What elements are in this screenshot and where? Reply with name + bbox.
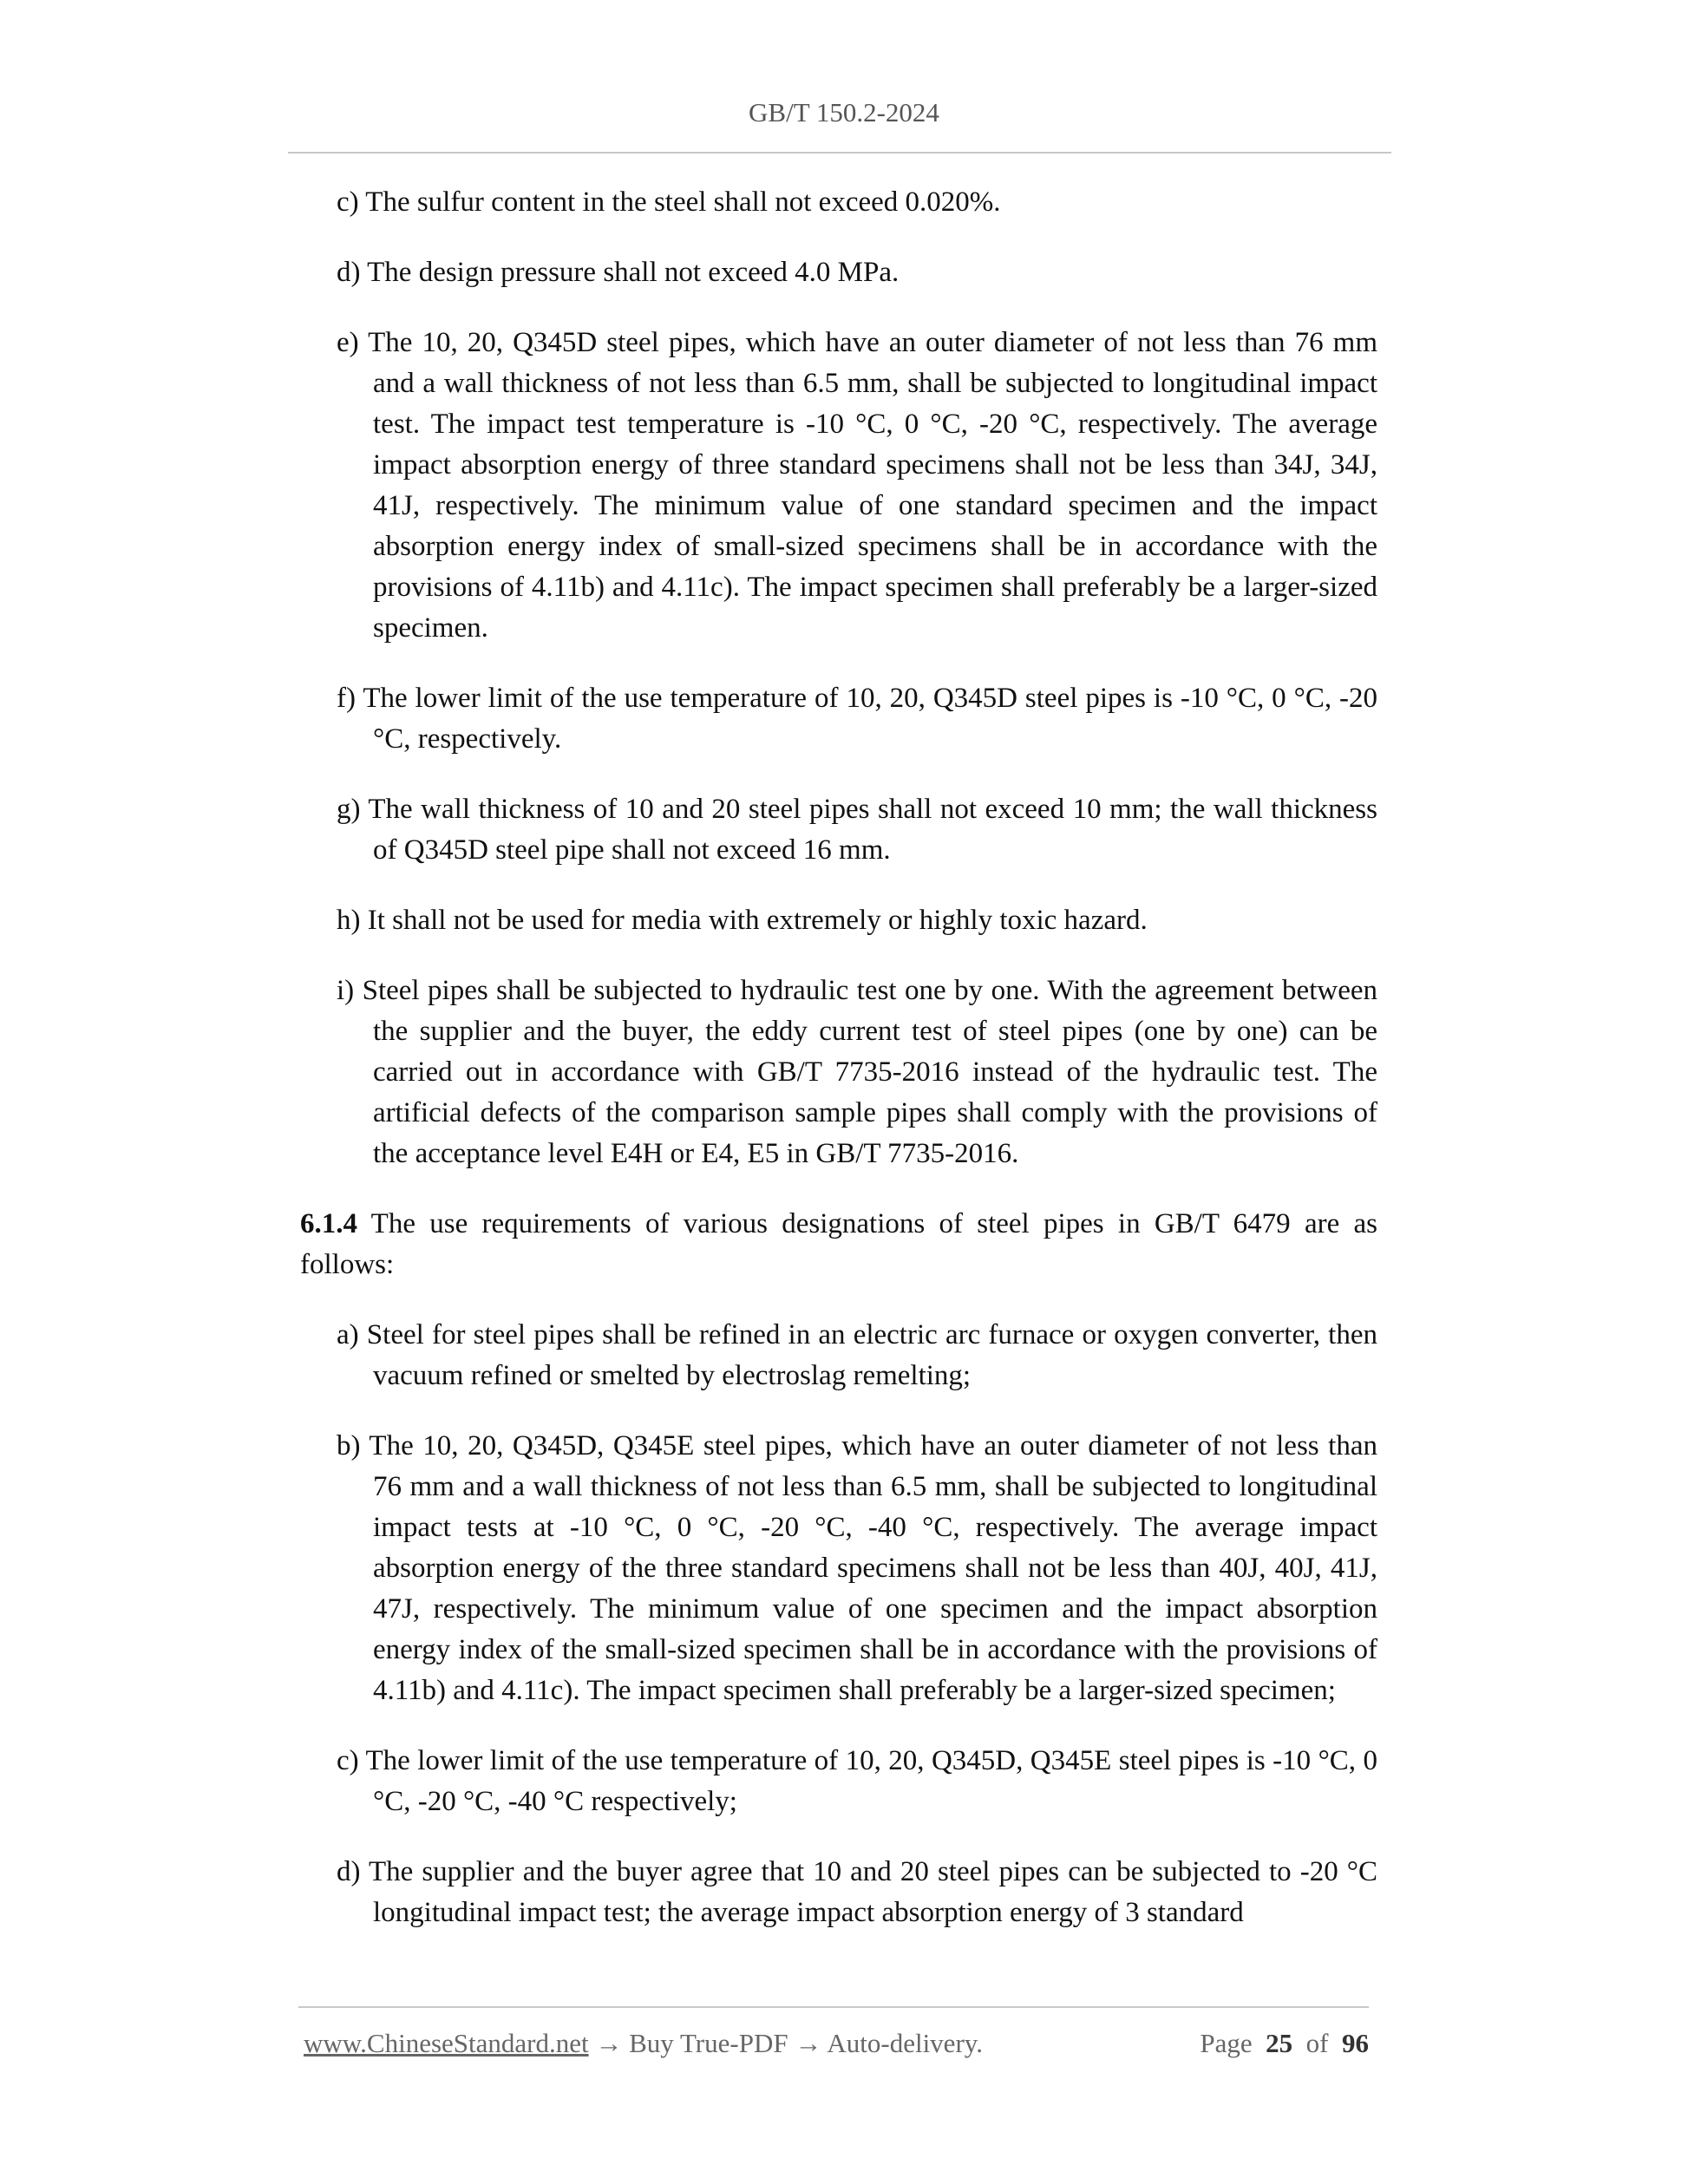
list-item-f: f) The lower limit of the use temperature of 10, 20, Q345D steel pipes is -10 °C, 0 °C, -20 °C, respectively. [337,683,1377,755]
clause-number: 6.1.4 [300,1208,357,1239]
list-item-c2: c) The lower limit of the use temperature of 10, 20, Q345D, Q345E steel pipes is -10 °C, 0 °C, -20 °C, -40 °C respectively; [337,1745,1377,1817]
page-label: Page [1200,2028,1253,2058]
total-pages: 96 [1342,2028,1369,2058]
website-link[interactable]: www.ChineseStandard.net [304,2028,589,2058]
list-item-i: i) Steel pipes shall be subjected to hydraulic test one by one. With the agreement between the supplier and the buyer, the eddy current test of steel pipes (one by one) can be carried out in accordance with GB/T 7735-2016 instead of the hydraulic test. The artificial defects of the comparison sample pipes shall comply with the provisions of the acceptance level E4H or E4, E5 in GB/T 7735-2016. [337,975,1377,1169]
clause-text: The use requirements of various designations of steel pipes in GB/T 6479 are as follows: [300,1208,1377,1280]
page-number: 25 [1266,2028,1293,2058]
footer-divider [298,2006,1369,2008]
list-item-h: h) It shall not be used for media with extremely or highly toxic hazard. [337,905,1148,936]
header-divider [288,152,1391,154]
footer-left [304,2028,983,2059]
page-indicator [1200,2028,1369,2059]
list-item-d: d) The design pressure shall not exceed 4.0 MPa. [337,257,900,288]
list-item-a: a) Steel for steel pipes shall be refined in an electric arc furnace or oxygen converter, then vacuum refined or smelted by electroslag remelting; [337,1319,1377,1391]
buy-text: → Buy True-PDF → Auto-delivery. [588,2028,983,2058]
list-item-e: e) The 10, 20, Q345D steel pipes, which have an outer diameter of not less than 76 mm and a wall thickness of not less than 6.5 mm, shall be subjected to longitudinal impact test. The impact test temperature is -10 °C, 0 °C, -20 °C, respectively. The average impact absorption energy of three standard specimens shall not be less than 34J, 34J, 41J, respectively. The minimum value of one standard specimen and the impact absorption energy index of small-sized specimens shall be in accordance with the provisions of 4.11b) and 4.11c). The impact specimen shall preferably be a larger-sized specimen. [337,327,1377,644]
clause-6-1-4 [300,1204,1377,1285]
list-item-g: g) The wall thickness of 10 and 20 steel pipes shall not exceed 10 mm; the wall thickness of Q345D steel pipe shall not exceed 16 mm. [337,794,1377,866]
page-header: GB/T 150.2-2024 [749,97,939,128]
of-label: of [1305,2028,1329,2058]
document-body [300,182,1377,1963]
list-item-b: b) The 10, 20, Q345D, Q345E steel pipes, which have an outer diameter of not less than 76 mm and a wall thickness of not less than 6.5 mm, shall be subjected to longitudinal impact tests at -10 °C, 0 °C, -20 °C, -40 °C, respectively. The average impact absorption energy of the three standard specimens shall not be less than 40J, 40J, 41J, 47J, respectively. The minimum value of one specimen and the impact absorption energy index of the small-sized specimen shall be in accordance with the provisions of 4.11b) and 4.11c). The impact specimen shall preferably be a larger-sized specimen; [337,1430,1377,1706]
list-item-d2: d) The supplier and the buyer agree that 10 and 20 steel pipes can be subjected to -20 °C longitudinal impact test; the average impact absorption energy of 3 standard [337,1856,1377,1928]
list-item-c: c) The sulfur content in the steel shall not exceed 0.020%. [337,186,1001,218]
